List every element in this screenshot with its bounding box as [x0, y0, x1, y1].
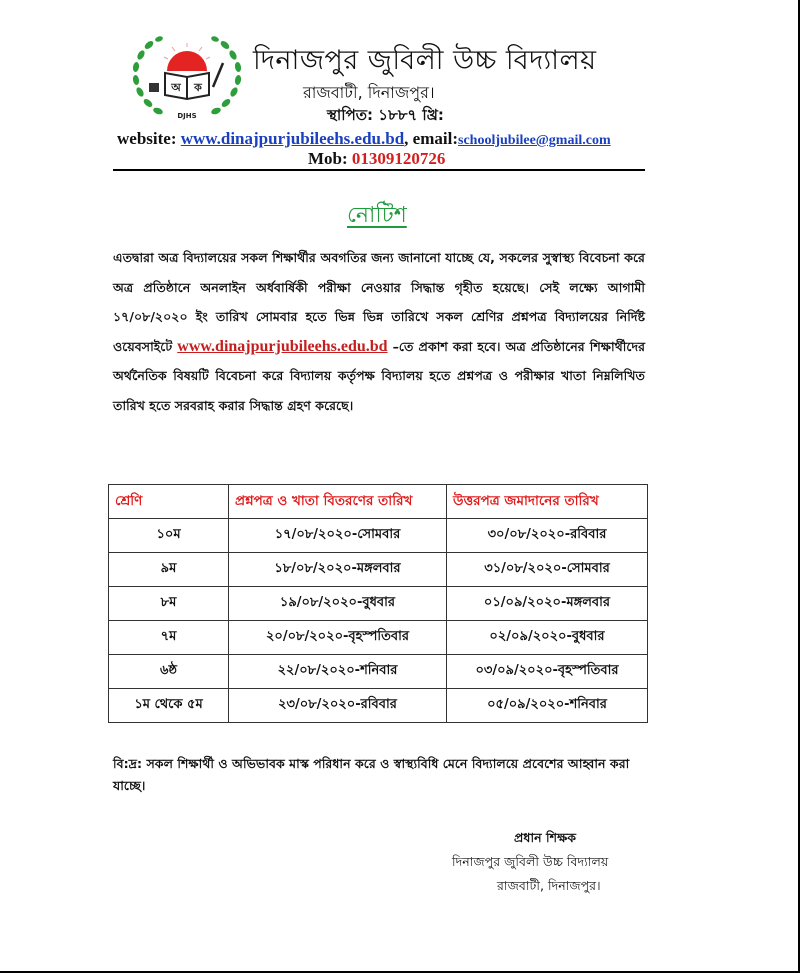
signature-school: দিনাজপুর জুবিলী উচ্চ বিদ্যালয়	[452, 854, 609, 869]
table-row	[109, 689, 648, 723]
cell-submission-date: ৩০/০৮/২০২০-রবিবার	[447, 519, 648, 553]
cell-submission-date: ৩১/০৮/২০২০-সোমবার	[447, 553, 648, 587]
website-link[interactable]: www.dinajpurjubileehs.edu.bd	[180, 129, 405, 148]
svg-text:ক: ক	[194, 81, 202, 94]
email-link[interactable]: schooljubilee@gmail.com	[458, 133, 611, 148]
school-logo	[127, 25, 247, 125]
established-year: স্থাপিত: ১৮৮৭ খ্রি:	[327, 106, 444, 124]
notice-body	[113, 243, 645, 420]
cell-class: ৭ম	[109, 621, 229, 655]
school-name: দিনাজপুর জুবিলী উচ্চ বিদ্যালয়	[253, 45, 597, 76]
header-distribution-date: প্রশ্নপত্র ও খাতা বিতরণের তারিখ	[229, 485, 447, 519]
school-crest-logo-icon	[127, 25, 247, 125]
cell-distribution-date: ২২/০৮/২০২০-শনিবার	[229, 655, 447, 689]
header-class: শ্রেণি	[109, 485, 229, 519]
signature-title: প্রধান শিক্ষক	[514, 830, 577, 845]
svg-text:DJHS: DJHS	[177, 112, 197, 120]
cell-class: ৯ম	[109, 553, 229, 587]
cell-class: ১ম থেকে ৫ম	[109, 689, 229, 723]
table-row	[109, 519, 648, 553]
cell-distribution-date: ১৮/০৮/২০২০-মঙ্গলবার	[229, 553, 447, 587]
header-divider	[113, 169, 645, 171]
cell-submission-date: ০৩/০৯/২০২০-বৃহস্পতিবার	[447, 655, 648, 689]
cell-class: ৮ম	[109, 587, 229, 621]
cell-distribution-date: ১৯/০৮/২০২০-বুধবার	[229, 587, 447, 621]
cell-submission-date: ০৫/০৯/২০২০-শনিবার	[447, 689, 648, 723]
notice-body-text-1: এতদ্বারা অত্র বিদ্যালয়ের সকল শিক্ষার্থীর অবগতির জন্য জানানো যাচ্ছে যে, সকলের সুস্বাস্থ্য বিবেচনা করে অত্র প্রতিষ্ঠানে অনলাইন অর্ধবার্ষিকী পরীক্ষা নেওয়ার সিদ্ধান্ত গৃহীত হয়েছে। সেই লক্ষ্যে আগামী ১৭/০৮/২০২০ ইং তারিখ সোমবার হতে ভিন্ন ভিন্ন তারিখে সকল শ্রেণির প্রশ্নপত্র বিদ্যালয়ের নির্দিষ্ট ওয়েবসাইটে	[113, 250, 645, 354]
email-label: , email:	[404, 129, 458, 148]
notice-title: নোটিশ	[347, 203, 407, 228]
mobile-label: Mob:	[308, 149, 352, 168]
table-row	[109, 621, 648, 655]
school-address: রাজবাটী, দিনাজপুর।	[303, 83, 435, 102]
notice-body-text-2: –তে প্রকাশ করা হবে। অত্র প্রতিষ্ঠানের শিক্ষার্থীদের অর্থনৈতিক বিষয়টি বিবেচনা করে বিদ্যালয় কর্তৃপক্ষ বিদ্যালয় হতে প্রশ্নপত্র ও পরীক্ষার খাতা নিম্নলিখিত তারিখ হতে সরবরাহ করার সিদ্ধান্ত গ্রহণ করেছে।	[113, 338, 645, 413]
cell-class: ১০ম	[109, 519, 229, 553]
schedule-table	[108, 484, 648, 723]
contact-line	[117, 129, 611, 149]
mobile-number: 01309120726	[351, 149, 446, 168]
table-row	[109, 587, 648, 621]
notice-website-link[interactable]: www.dinajpurjubileehs.edu.bd	[177, 337, 388, 355]
cell-submission-date: ০২/০৯/২০২০-বুধবার	[447, 621, 648, 655]
cell-distribution-date: ২৩/০৮/২০২০-রবিবার	[229, 689, 447, 723]
header-submission-date: উত্তরপত্র জমাদানের তারিখ	[447, 485, 648, 519]
table-row	[109, 655, 648, 689]
cell-distribution-date: ২০/০৮/২০২০-বৃহস্পতিবার	[229, 621, 447, 655]
cell-submission-date: ০১/০৯/২০২০-মঙ্গলবার	[447, 587, 648, 621]
footnote: বি:দ্র: সকল শিক্ষার্থী ও অভিভাবক মাস্ক পরিধান করে ও স্বাস্থ্যবিধি মেনে বিদ্যালয়ে প্রবেশের আহ্বান করা যাচ্ছে।	[113, 756, 630, 793]
mobile-line	[308, 149, 445, 169]
cell-distribution-date: ১৭/০৮/২০২০-সোমবার	[229, 519, 447, 553]
table-row	[109, 553, 648, 587]
svg-text:অ: অ	[171, 81, 181, 94]
table-header-row	[109, 485, 648, 519]
signature-address: রাজবাটী, দিনাজপুর।	[497, 878, 601, 893]
website-label: website:	[117, 129, 181, 148]
cell-class: ৬ষ্ঠ	[109, 655, 229, 689]
